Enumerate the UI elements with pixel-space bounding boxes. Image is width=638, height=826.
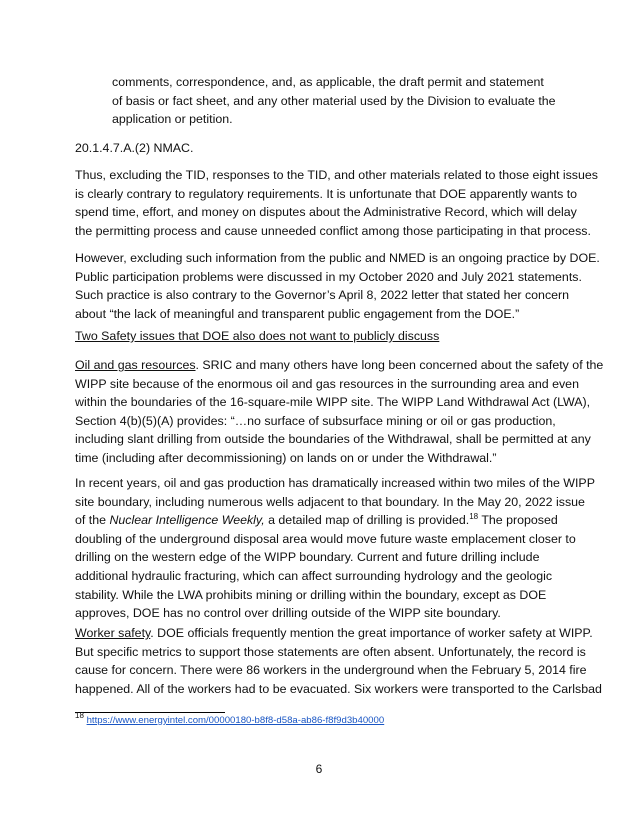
footnote-reference: 18 [469,512,479,522]
text-fragment: The proposed [478,513,558,528]
text-fragment: a detailed map of drilling is provided. [264,513,470,528]
text-line: within the boundaries of the 16-square-mile WIPP site. The WIPP Land Withdrawal Act (LWA), [75,395,591,410]
section-heading-text: Two Safety issues that DOE also does not want to publicly discuss [75,329,440,343]
paragraph-worker-safety [75,624,602,698]
paragraph-recent-years [75,474,595,623]
text-line: happened. All of the workers had to be evacuated. Six workers were transported to the Carlsbad [75,681,602,696]
text-line: time (including after decommissioning) on lands on or under the Withdrawal.” [75,450,497,465]
text-line: Such practice is also contrary to the Governor’s April 8, 2022 letter that stated her concern [75,288,570,303]
text-line: approves, DOE has no control over drilling outside of the WIPP site boundary. [75,606,501,621]
text-fragment: . DOE officials frequently mention the great importance of worker safety at WIPP. [150,626,593,640]
text-line: WIPP site because of the enormous oil and gas resources in the surrounding area and even [75,376,579,391]
paragraph-oil-gas [75,356,604,468]
section-heading [75,327,567,346]
text-line: Public participation problems were discussed in my October 2020 and July 2021 statements. [75,269,582,284]
text-line: additional hydraulic fracturing, which can affect surrounding hydrology and the geologic [75,568,553,583]
text-line: about “the lack of meaningful and transparent public engagement from the DOE.” [75,306,520,321]
citation [75,139,567,158]
text-line: Section 4(b)(5)(A) provides: “…no surface of subsurface mining or oil or gas production, [75,413,556,428]
text-line: of basis or fact sheet, and any other material used by the Division to evaluate the [112,93,556,108]
text-fragment: of the [75,513,110,528]
text-line: application or petition. [112,112,233,127]
text-line: cause for concern. There were 86 workers in the underground when the February 5, 2014 fire [75,663,587,678]
block-quote [112,73,556,129]
text-line: In recent years, oil and gas production has dramatically increased within two miles of the WIPP [75,476,595,490]
text-line [75,624,593,643]
text-line: doubling of the underground disposal area would move future waste emplacement closer to [75,531,576,546]
paragraph-thus [75,166,598,240]
text-line: Thus, excluding the TID, responses to the TID, and other materials related to those eight issues [75,168,598,182]
text-line: is clearly contrary to regulatory requirements. It is unfortunate that DOE apparently wants to [75,186,578,201]
publication-title: Nuclear Intelligence Weekly, [109,513,265,528]
footnote [75,711,385,728]
text-line: stability. While the LWA prohibits mining or drilling within the boundary, except as DOE [75,587,547,602]
text-line: But specific metrics to support those statements are often absent. Unfortunately, the record is [75,644,586,659]
text-line: However, excluding such information from the public and NMED is an ongoing practice by DOE. [75,251,600,265]
page-number: 6 [315,762,323,776]
text-line: spend time, effort, and money on disputes about the Administrative Record, which will delay [75,205,577,220]
text-fragment: . SRIC and many others have long been concerned about the safety of the [195,358,604,372]
footnote-number: 18 [75,711,84,720]
text-line: site boundary, including numerous wells adjacent to that boundary. In the May 20, 2022 issue [75,494,585,509]
worker-safety-heading: Worker safety [75,626,151,640]
text-line [75,356,604,375]
footnote-link[interactable]: https://www.energyintel.com/00000180-b8f8-d58a-ab86-f8f9d3b40000 [86,715,385,726]
text-line: comments, correspondence, and, as applicable, the draft permit and statement [112,75,544,89]
text-line: including slant drilling from outside the boundaries of the Withdrawal, shall be permitted at any [75,432,591,447]
text-line [75,511,567,530]
oil-gas-heading: Oil and gas resources [75,358,196,372]
text-line: drilling on the western edge of the WIPP boundary. Current and future drilling include [75,550,540,565]
paragraph-however [75,249,600,323]
footnote-separator [75,712,225,713]
citation-text: 20.1.4.7.A.(2) NMAC. [75,141,194,155]
text-line: the permitting process and cause unneeded conflict among those participating in that process. [75,223,591,238]
